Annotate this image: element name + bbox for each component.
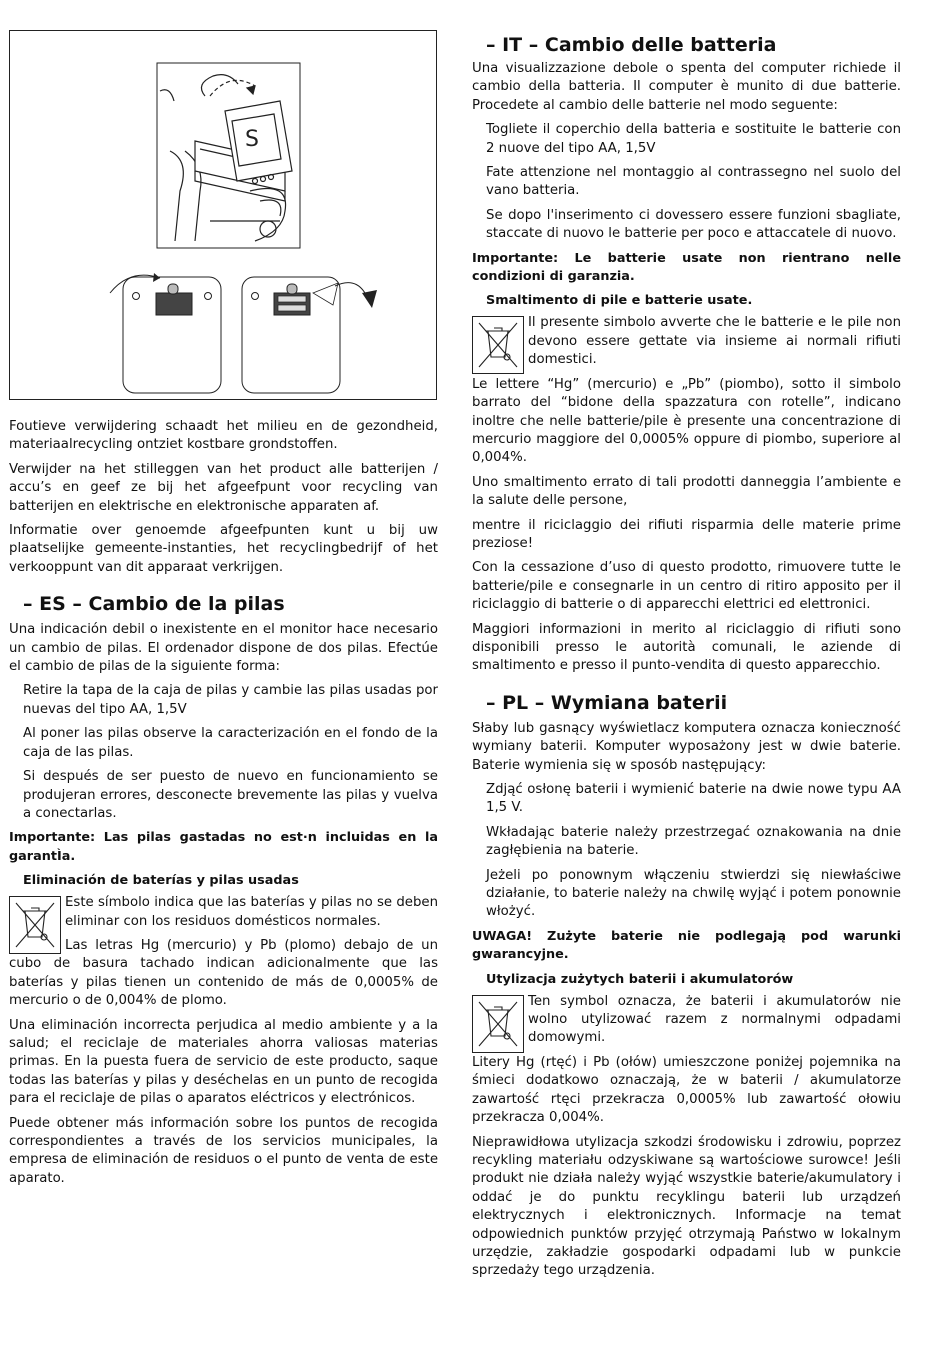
es-step-1: Retire la tapa de la caja de pilas y cambie las pilas usadas por nuevas del tipo AA, 1,5V — [23, 683, 438, 717]
es-disposal-2: Las letras Hg (mercurio) y Pb (plomo) debajo de un cubo de basura tachado indican adicionalmente que las baterías y pilas tienen un contenido de más de 0,0005% de mercurio o de 0,004% de plomo. — [9, 937, 438, 1009]
it-disposal-5: Con la cessazione d’uso di questo prodotto, rimuovere tutte le batterie/pile e consegnarle in un centro di ritiro apposito per il riciclaggio di batterie o di apparecchi elettrici ed elettronici. — [472, 560, 901, 613]
pl-step-2: Wkładając baterie należy przestrzegać oznakowania na dnie zagłębienia na baterie. — [486, 824, 901, 859]
it-section-title: – IT – Cambio delle batteria — [486, 34, 777, 56]
it-disposal-title: Smaltimento di pile e batterie usate. — [486, 293, 753, 309]
pl-step-1: Zdjąć osłonę baterii i wymienić baterie na dwie nowe typu AA 1,5 V. — [486, 782, 901, 816]
it-disposal-6: Maggiori informazioni in merito al riciclaggio di rifiuti sono disponibili presso le autorità comunali, le aziende di smaltimento e presso il punto-vendita di questo apparecchio. — [472, 621, 901, 674]
it-disposal-3: Uno smaltimento errato di tali prodotti danneggia l’ambiente e la salute delle persone, — [472, 474, 901, 509]
es-disposal-3: Una eliminación incorrecta perjudica al medio ambiente y a la salud; el reciclaje de materiales ahorra valiosas materias primas. En la puesta fuera de servicio de este producto, saque todas las baterías y pilas y deséchelas en un punto de recogida para el reciclaje de pilas o aparatos eléctricos y electrónicos. — [9, 1017, 438, 1107]
it-step-3: Se dopo l'inserimento ci dovessero essere funzioni sbagliate, staccate di nuovo le batterie per poco e attaccatele di nuovo. — [486, 207, 901, 242]
it-disposal-1: Il presente simbolo avverte che le batterie e le pile non devono essere gettate via insieme ai normali rifiuti domestici. — [528, 315, 901, 368]
es-important: Importante: Las pilas gastadas no est·n incluidas en la garantÌa. — [9, 830, 438, 864]
nl-paragraph-1: Foutieve verwijdering schaadt het milieu en de gezondheid, materiaalrecycling ontziet kostbare grondstoffen. — [9, 419, 438, 453]
pl-intro: Słaby lub gasnący wyświetlacz komputera oznacza konieczność wymiany baterii. Komputer wyposażony jest w dwie baterie. Baterie wymienia się w sposób następujący: — [472, 720, 901, 773]
pl-disposal-2: Litery Hg (rtęć) i Pb (ołów) umieszczone poniżej pojemnika na śmieci dodatkowo oznaczają, że w baterii / akumulatorze zawartość rtęci przekracza 0,0005% lub zawartość ołowiu przekracza 0,004%. — [472, 1054, 901, 1126]
it-step-1: Togliete il coperchio della batteria e sostituite le batterie con 2 nuove del tipo AA, 1,5V — [486, 122, 901, 156]
nl-paragraph-3: Informatie over genoemde afgeefpunten kunt u bij uw plaatselijke gemeente-instanties, het recyclingbedrijf of het verkooppunt van dit apparaat verkrijgen. — [9, 523, 438, 575]
right-column — [472, 32, 901, 1287]
it-intro: Una visualizzazione debole o spenta del computer richiede il cambio della batteria. Il computer è munito di due batterie. Procedete al cambio delle batterie nel modo seguente: — [472, 61, 901, 113]
crossed-bin-icon — [9, 896, 61, 954]
es-disposal-4: Puede obtener más información sobre los puntos de recogida correspondientes a través de los servicios municipales, la empresa de eliminación de residuos o el punto de venta de este aparato. — [9, 1115, 438, 1186]
pl-disposal-title: Utylizacja zużytych baterii i akumulatorów — [486, 971, 794, 987]
crossed-bin-icon — [472, 316, 524, 374]
es-disposal-1: Este símbolo indica que las baterías y pilas no se deben eliminar con los residuos domésticos normales. — [65, 895, 438, 929]
es-step-3: Si después de ser puesto de nuevo en funcionamiento se produjeran errores, desconecte brevemente las pilas y vuelva a conectarlas. — [23, 769, 438, 821]
it-important: Importante: Le batterie usate non rientrano nelle condizioni di garanzia. — [472, 250, 901, 285]
it-step-2: Fate attenzione nel montaggio al contrassegno nel suolo del vano batteria. — [486, 165, 901, 199]
pl-step-3: Jeżeli po ponownym włączeniu stwierdzi się niewłaściwe działanie, to baterie należy na chwilę wyjąć i potem ponownie włożyć. — [486, 867, 901, 920]
pl-section-title: – PL – Wymiana baterii — [486, 691, 728, 714]
it-disposal-2: Le lettere “Hg” (mercurio) e „Pb” (piombo), sotto il simbolo barrato del “bidone della spazzatura con rotelle”, indicano inoltre che nelle batterie/pile è presente una concentrazione di mercurio maggiore del 0,0005% oppure di piombo, superiore al 0,004%. — [472, 376, 901, 466]
crossed-bin-icon — [472, 995, 524, 1053]
nl-paragraph-2: Verwijder na het stilleggen van het product alle batterijen / accu’s en geef ze bij het afgeefpunt voor recycling van batterijen en elektrische en elektronische apparaten af. — [9, 461, 438, 514]
svg-text:S: S — [245, 127, 259, 152]
left-column — [9, 418, 438, 1194]
es-disposal-title: Eliminación de baterías y pilas usadas — [23, 873, 299, 889]
battery-replacement-figure — [9, 30, 437, 400]
exercise-bike-illustration — [10, 31, 436, 399]
es-intro: Una indicación debil o inexistente en el monitor hace necesario un cambio de pilas. El ordenador dispone de dos pilas. Efectúe el cambio de pilas de la siguiente forma: — [9, 622, 438, 675]
es-section-title: – ES – Cambio de la pilas — [23, 593, 285, 616]
es-step-2: Al poner las pilas observe la caracterización en el fondo de la caja de las pilas. — [23, 726, 438, 760]
pl-disposal-1: Ten symbol oznacza, że baterii i akumulatorów nie wolno utylizować razem z normalnymi odpadami domowymi. — [528, 993, 901, 1046]
pl-disposal-3: Nieprawidłowa utylizacja szkodzi środowisku i zdrowiu, poprzez recykling materiału odzyskiwane są wartościowe surowce! Jeśli produkt nie działa należy wyjąć wszystkie baterie/akumulatory i oddać je do punktu recyklingu baterii lub urządzeń elektrycznych i elektronicznych. Informacje na temat odpowiednich punktów przyjęć otrzymają Państwo w lokalnym urzędzie, zakładzie gospodarki odpadami lub w punkcie sprzedaży tego urządzenia. — [472, 1134, 901, 1279]
it-disposal-4: mentre il riciclaggio dei rifiuti risparmia delle materie prime preziose! — [472, 517, 901, 551]
pl-important: UWAGA! Zużyte baterie nie podlegają pod warunki gwarancyjne. — [472, 928, 901, 963]
